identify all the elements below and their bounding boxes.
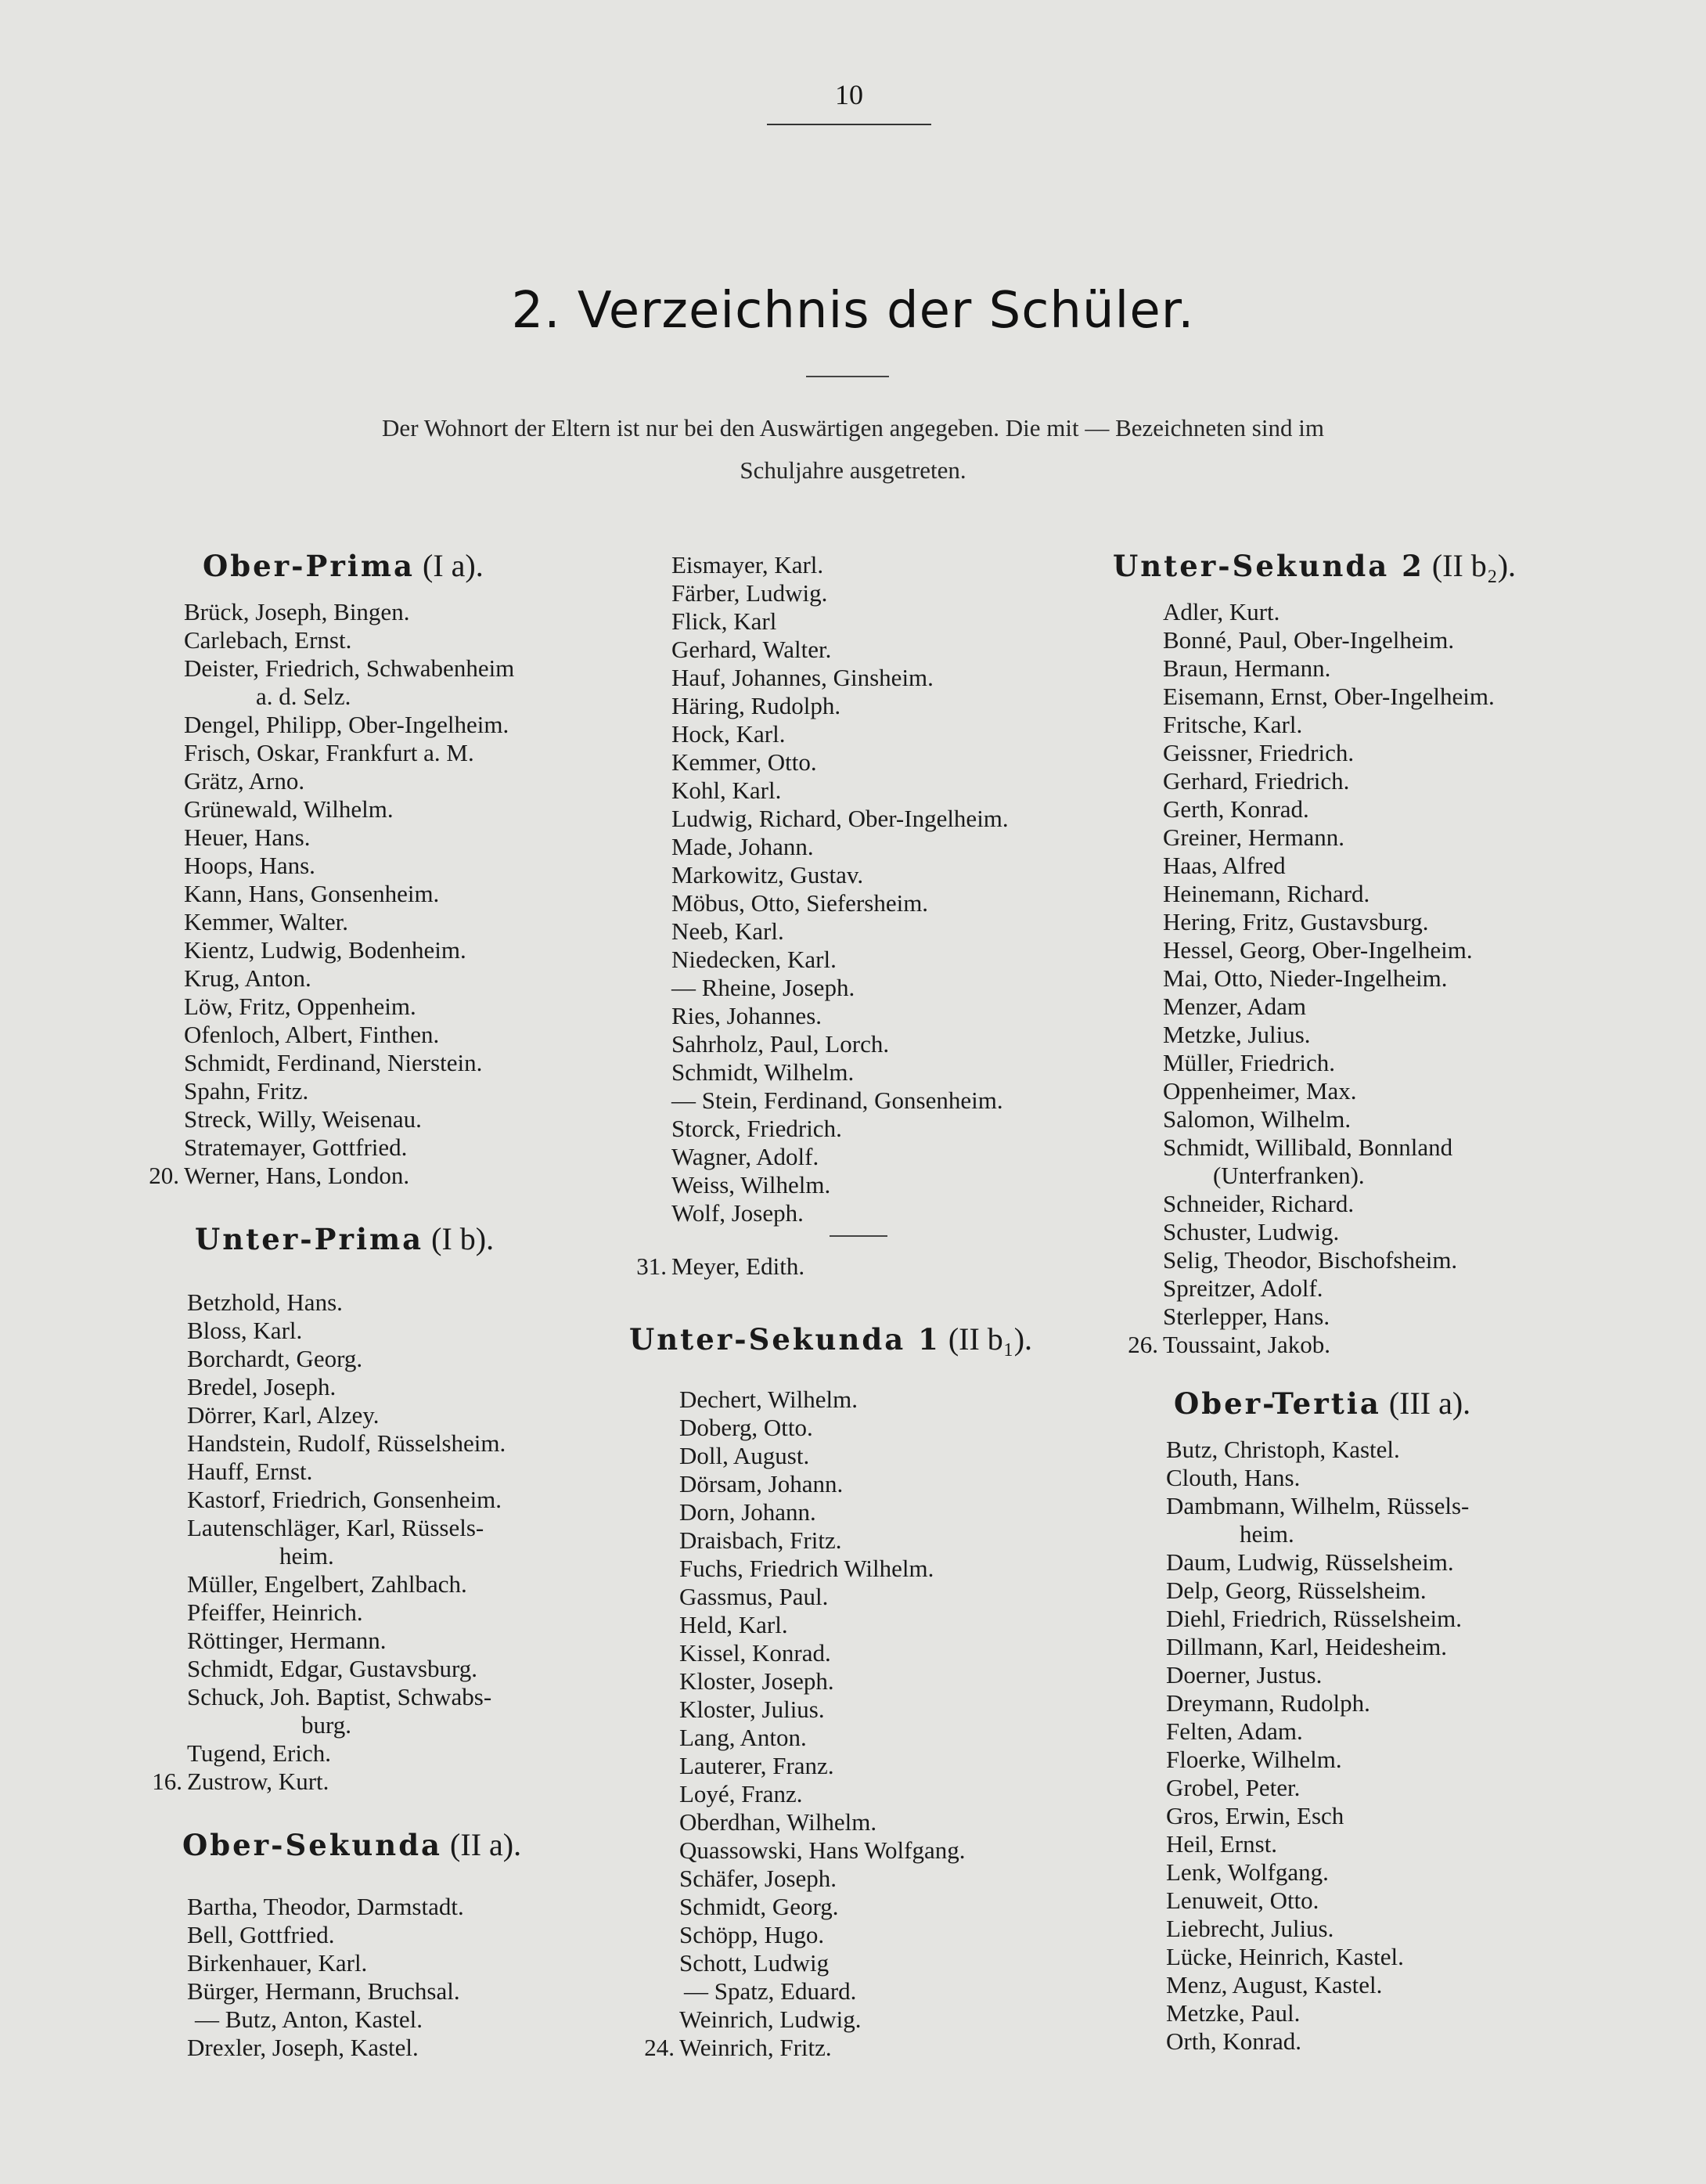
section-code: (I b). bbox=[431, 1221, 495, 1256]
intro-line-1: Der Wohnort der Eltern ist nur bei den Auswärtigen angegeben. Die mit — Bezeichneten sind im bbox=[382, 414, 1324, 441]
student-entry: Brück, Joseph, Bingen. bbox=[184, 598, 410, 625]
student-entry: Schott, Ludwig bbox=[679, 1949, 830, 1977]
student-entry: Oberdhan, Wilhelm. bbox=[679, 1808, 877, 1836]
student-entry-numbered bbox=[149, 1162, 410, 1190]
student-entry: Bloss, Karl. bbox=[187, 1317, 303, 1344]
student-entry: Ries, Johannes. bbox=[671, 1002, 822, 1029]
student-entry-withdrawn: — Butz, Anton, Kastel. bbox=[195, 2006, 423, 2033]
student-entry: Doll, August. bbox=[679, 1442, 810, 1469]
student-entry: Müller, Engelbert, Zahlbach. bbox=[187, 1570, 467, 1598]
student-entry: Streck, Willy, Weisenau. bbox=[184, 1105, 422, 1133]
student-entry: Spreitzer, Adolf. bbox=[1163, 1274, 1323, 1302]
student-entry: Heil, Ernst. bbox=[1166, 1830, 1278, 1858]
student-entry: Metzke, Julius. bbox=[1163, 1021, 1311, 1048]
student-entry: Haas, Alfred bbox=[1163, 852, 1286, 879]
student-entry: Bürger, Hermann, Bruchsal. bbox=[187, 1977, 460, 2005]
student-entry: Wagner, Adolf. bbox=[671, 1143, 819, 1170]
student-entry: Kissel, Konrad. bbox=[679, 1639, 831, 1667]
student-entry: Oppenheimer, Max. bbox=[1163, 1077, 1357, 1105]
student-entry: Schmidt, Edgar, Gustavsburg. bbox=[187, 1655, 478, 1682]
student-entry: Hauf, Johannes, Ginsheim. bbox=[671, 664, 934, 691]
student-entry: Bartha, Theodor, Darmstadt. bbox=[187, 1893, 464, 1920]
student-entry: Kohl, Karl. bbox=[671, 777, 782, 804]
section-name: Ober-Sekunda bbox=[182, 1828, 443, 1862]
student-entry: Drexler, Joseph, Kastel. bbox=[187, 2034, 419, 2061]
section-heading-ober-prima bbox=[203, 546, 484, 586]
student-entry: Eismayer, Karl. bbox=[671, 551, 824, 578]
intro-text bbox=[196, 407, 1510, 492]
section-heading-unter-sekunda-2 bbox=[1113, 546, 1516, 586]
student-entry: Kann, Hans, Gonsenheim. bbox=[184, 880, 440, 907]
section-name: Unter-Sekunda 2 bbox=[1113, 549, 1424, 583]
student-entry: Kientz, Ludwig, Bodenheim. bbox=[184, 936, 466, 964]
student-entry: Lautenschläger, Karl, Rüssels- bbox=[187, 1514, 484, 1541]
student-entry-continuation: a. d. Selz. bbox=[256, 683, 351, 710]
section-name: Ober-Tertia bbox=[1174, 1386, 1381, 1421]
student-entry: Lauterer, Franz. bbox=[679, 1752, 834, 1779]
student-entry: Pfeiffer, Heinrich. bbox=[187, 1598, 363, 1626]
student-entry: Liebrecht, Julius. bbox=[1166, 1915, 1334, 1942]
student-entry: Kemmer, Walter. bbox=[184, 908, 349, 935]
page-title: 2. Verzeichnis der Schüler. bbox=[511, 282, 1195, 340]
student-entry: Dechert, Wilhelm. bbox=[679, 1386, 858, 1413]
student-entry: Gerth, Konrad. bbox=[1163, 795, 1309, 823]
section-code: (III a). bbox=[1388, 1386, 1471, 1421]
student-entry: Fritsche, Karl. bbox=[1163, 711, 1303, 738]
student-entry: Schmidt, Willibald, Bonnland bbox=[1163, 1133, 1453, 1161]
section-count: 26. bbox=[1128, 1331, 1158, 1358]
student-entry: Felten, Adam. bbox=[1166, 1717, 1303, 1745]
student-entry: Menz, August, Kastel. bbox=[1166, 1971, 1383, 1998]
student-entry: Butz, Christoph, Kastel. bbox=[1166, 1436, 1400, 1463]
student-entry: Wolf, Joseph. bbox=[671, 1199, 804, 1227]
student-entry: Lenuweit, Otto. bbox=[1166, 1887, 1319, 1914]
student-entry: Müller, Friedrich. bbox=[1163, 1049, 1336, 1076]
student-entry: Hessel, Georg, Ober-Ingelheim. bbox=[1163, 936, 1473, 964]
student-entry: Salomon, Wilhelm. bbox=[1163, 1105, 1351, 1133]
student-entry: Floerke, Wilhelm. bbox=[1166, 1746, 1342, 1773]
student-entry: Loyé, Franz. bbox=[679, 1780, 803, 1807]
student-name: Zustrow, Kurt. bbox=[187, 1768, 329, 1795]
student-entry: Doberg, Otto. bbox=[679, 1414, 813, 1441]
student-entry: Selig, Theodor, Bischofsheim. bbox=[1163, 1246, 1458, 1274]
student-entry: Schmidt, Georg. bbox=[679, 1893, 839, 1920]
student-entry: Spahn, Fritz. bbox=[184, 1077, 309, 1105]
student-entry: Betzhold, Hans. bbox=[187, 1288, 343, 1316]
student-entry: Dorn, Johann. bbox=[679, 1498, 816, 1526]
student-entry: Kastorf, Friedrich, Gonsenheim. bbox=[187, 1486, 502, 1513]
student-entry: Diehl, Friedrich, Rüsselsheim. bbox=[1166, 1605, 1462, 1632]
student-entry-numbered bbox=[644, 2034, 832, 2062]
student-entry: Fuchs, Friedrich Wilhelm. bbox=[679, 1555, 934, 1582]
student-entry-withdrawn: — Stein, Ferdinand, Gonsenheim. bbox=[671, 1087, 1003, 1114]
student-entry: Lenk, Wolfgang. bbox=[1166, 1858, 1329, 1886]
student-entry: Grätz, Arno. bbox=[184, 767, 305, 795]
student-entry: Carlebach, Ernst. bbox=[184, 626, 352, 654]
section-heading-ober-tertia bbox=[1174, 1384, 1470, 1423]
section-count: 24. bbox=[644, 2034, 675, 2061]
student-entry: Hering, Fritz, Gustavsburg. bbox=[1163, 908, 1429, 935]
section-code: (II a). bbox=[450, 1827, 522, 1862]
student-entry: Held, Karl. bbox=[679, 1611, 788, 1638]
student-entry: Hock, Karl. bbox=[671, 720, 786, 748]
student-entry: Schneider, Richard. bbox=[1163, 1190, 1355, 1217]
student-entry-continuation: heim. bbox=[279, 1542, 334, 1570]
student-entry: Möbus, Otto, Siefersheim. bbox=[671, 889, 929, 917]
student-entry: Hoops, Hans. bbox=[184, 852, 315, 879]
student-entry: Draisbach, Fritz. bbox=[679, 1526, 842, 1554]
student-entry: Eisemann, Ernst, Ober-Ingelheim. bbox=[1163, 683, 1495, 710]
student-entry: Schmidt, Wilhelm. bbox=[671, 1058, 855, 1086]
section-count: 31. bbox=[636, 1252, 667, 1280]
student-entry-numbered bbox=[152, 1768, 329, 1796]
student-name: Toussaint, Jakob. bbox=[1163, 1331, 1330, 1358]
student-entry-withdrawn: — Spatz, Eduard. bbox=[684, 1977, 857, 2005]
student-entry: Grünewald, Wilhelm. bbox=[184, 795, 394, 823]
section-heading-unter-sekunda-1 bbox=[629, 1320, 1032, 1359]
student-entry: Grobel, Peter. bbox=[1166, 1774, 1301, 1801]
student-entry: Röttinger, Hermann. bbox=[187, 1627, 387, 1654]
student-entry: Kemmer, Otto. bbox=[671, 748, 817, 776]
student-entry: Schuster, Ludwig. bbox=[1163, 1218, 1340, 1245]
section-heading-unter-prima bbox=[195, 1220, 494, 1259]
page-number-rule bbox=[767, 124, 931, 125]
student-entry: Adler, Kurt. bbox=[1163, 598, 1280, 625]
section-code: (I a). bbox=[423, 548, 484, 583]
student-entry: Frisch, Oskar, Frankfurt a. M. bbox=[184, 739, 474, 766]
student-entry: Sahrholz, Paul, Lorch. bbox=[671, 1030, 890, 1058]
student-entry: Weinrich, Ludwig. bbox=[679, 2006, 862, 2033]
student-entry: Bredel, Joseph. bbox=[187, 1373, 337, 1400]
student-entry: Bell, Gottfried. bbox=[187, 1921, 335, 1948]
student-name: Meyer, Edith. bbox=[671, 1252, 805, 1280]
student-entry: Deister, Friedrich, Schwabenheim bbox=[184, 654, 515, 682]
student-entry: Delp, Georg, Rüsselsheim. bbox=[1166, 1577, 1427, 1604]
student-entry: Kloster, Julius. bbox=[679, 1696, 825, 1723]
student-entry: Schmidt, Ferdinand, Nierstein. bbox=[184, 1049, 483, 1076]
student-entry-numbered bbox=[636, 1252, 805, 1281]
student-entry: Gassmus, Paul. bbox=[679, 1583, 829, 1610]
student-entry: Birkenhauer, Karl. bbox=[187, 1949, 368, 1977]
student-entry: Häring, Rudolph. bbox=[671, 692, 841, 719]
page-number: 10 bbox=[835, 79, 863, 110]
student-entry: Löw, Fritz, Oppenheim. bbox=[184, 993, 416, 1020]
student-entry: Niedecken, Karl. bbox=[671, 946, 837, 973]
student-entry: Schäfer, Joseph. bbox=[679, 1865, 837, 1892]
student-entry: Geissner, Friedrich. bbox=[1163, 739, 1355, 766]
student-entry: Schuck, Joh. Baptist, Schwabs- bbox=[187, 1683, 492, 1710]
student-entry: Dörrer, Karl, Alzey. bbox=[187, 1401, 380, 1429]
section-count: 16. bbox=[152, 1768, 182, 1795]
separator-rule bbox=[830, 1235, 887, 1237]
student-entry: Quassowski, Hans Wolfgang. bbox=[679, 1836, 966, 1864]
student-entry: Weiss, Wilhelm. bbox=[671, 1171, 831, 1198]
student-entry: Mai, Otto, Nieder-Ingelheim. bbox=[1163, 964, 1448, 992]
section-code: (II b₂). bbox=[1431, 548, 1517, 583]
student-entry: Heinemann, Richard. bbox=[1163, 880, 1370, 907]
student-entry: Gerhard, Friedrich. bbox=[1163, 767, 1350, 795]
student-entry: Storck, Friedrich. bbox=[671, 1115, 842, 1142]
student-entry-continuation: heim. bbox=[1240, 1520, 1294, 1548]
student-entry: Daum, Ludwig, Rüsselsheim. bbox=[1166, 1548, 1454, 1576]
student-entry: Sterlepper, Hans. bbox=[1163, 1303, 1330, 1330]
student-entry: Orth, Konrad. bbox=[1166, 2027, 1302, 2055]
student-entry: Schöpp, Hugo. bbox=[679, 1921, 825, 1948]
student-entry: Clouth, Hans. bbox=[1166, 1464, 1301, 1491]
title-rule bbox=[806, 376, 889, 377]
student-entry: Krug, Anton. bbox=[184, 964, 311, 992]
student-entry: Bonné, Paul, Ober-Ingelheim. bbox=[1163, 626, 1455, 654]
student-entry: Gros, Erwin, Esch bbox=[1166, 1802, 1344, 1829]
section-name: Ober-Prima bbox=[203, 549, 415, 583]
student-entry: Braun, Hermann. bbox=[1163, 654, 1331, 682]
section-count: 20. bbox=[149, 1162, 179, 1189]
student-entry: Ofenloch, Albert, Finthen. bbox=[184, 1021, 440, 1048]
student-entry-continuation: (Unterfranken). bbox=[1213, 1162, 1365, 1189]
section-name: Unter-Prima bbox=[195, 1222, 424, 1256]
student-name: Werner, Hans, London. bbox=[184, 1162, 410, 1189]
student-entry-continuation: burg. bbox=[301, 1711, 352, 1739]
student-entry: Markowitz, Gustav. bbox=[671, 861, 864, 888]
student-entry: Doerner, Justus. bbox=[1166, 1661, 1323, 1688]
student-name: Weinrich, Fritz. bbox=[679, 2034, 832, 2061]
student-entry: Gerhard, Walter. bbox=[671, 636, 832, 663]
student-entry-numbered bbox=[1128, 1331, 1330, 1359]
student-entry-withdrawn: — Rheine, Joseph. bbox=[671, 974, 855, 1001]
student-entry: Greiner, Hermann. bbox=[1163, 824, 1345, 851]
student-entry: Handstein, Rudolf, Rüsselsheim. bbox=[187, 1429, 506, 1457]
student-entry: Hauff, Ernst. bbox=[187, 1458, 313, 1485]
student-entry: Borchardt, Georg. bbox=[187, 1345, 363, 1372]
student-entry: Made, Johann. bbox=[671, 833, 814, 860]
student-entry: Dambmann, Wilhelm, Rüssels- bbox=[1166, 1492, 1470, 1519]
student-entry: Dörsam, Johann. bbox=[679, 1470, 844, 1497]
student-entry: Dengel, Philipp, Ober-Ingelheim. bbox=[184, 711, 509, 738]
intro-line-2: Schuljahre ausgetreten. bbox=[740, 456, 966, 484]
student-entry: Lang, Anton. bbox=[679, 1724, 807, 1751]
student-entry: Kloster, Joseph. bbox=[679, 1667, 834, 1695]
student-entry: Ludwig, Richard, Ober-Ingelheim. bbox=[671, 805, 1009, 832]
student-entry: Metzke, Paul. bbox=[1166, 1999, 1301, 2027]
student-entry: Stratemayer, Gottfried. bbox=[184, 1133, 408, 1161]
student-entry: Menzer, Adam bbox=[1163, 993, 1306, 1020]
student-entry: Lücke, Heinrich, Kastel. bbox=[1166, 1943, 1404, 1970]
section-name: Unter-Sekunda 1 bbox=[629, 1322, 941, 1357]
student-entry: Flick, Karl bbox=[671, 607, 777, 635]
student-entry: Tugend, Erich. bbox=[187, 1739, 331, 1767]
student-entry: Dreymann, Rudolph. bbox=[1166, 1689, 1370, 1717]
student-entry: Dillmann, Karl, Heidesheim. bbox=[1166, 1633, 1447, 1660]
student-entry: Färber, Ludwig. bbox=[671, 579, 828, 607]
section-code: (II b₁). bbox=[948, 1321, 1033, 1357]
section-heading-ober-sekunda bbox=[182, 1825, 521, 1865]
student-entry: Heuer, Hans. bbox=[184, 824, 311, 851]
student-entry: Neeb, Karl. bbox=[671, 917, 784, 945]
